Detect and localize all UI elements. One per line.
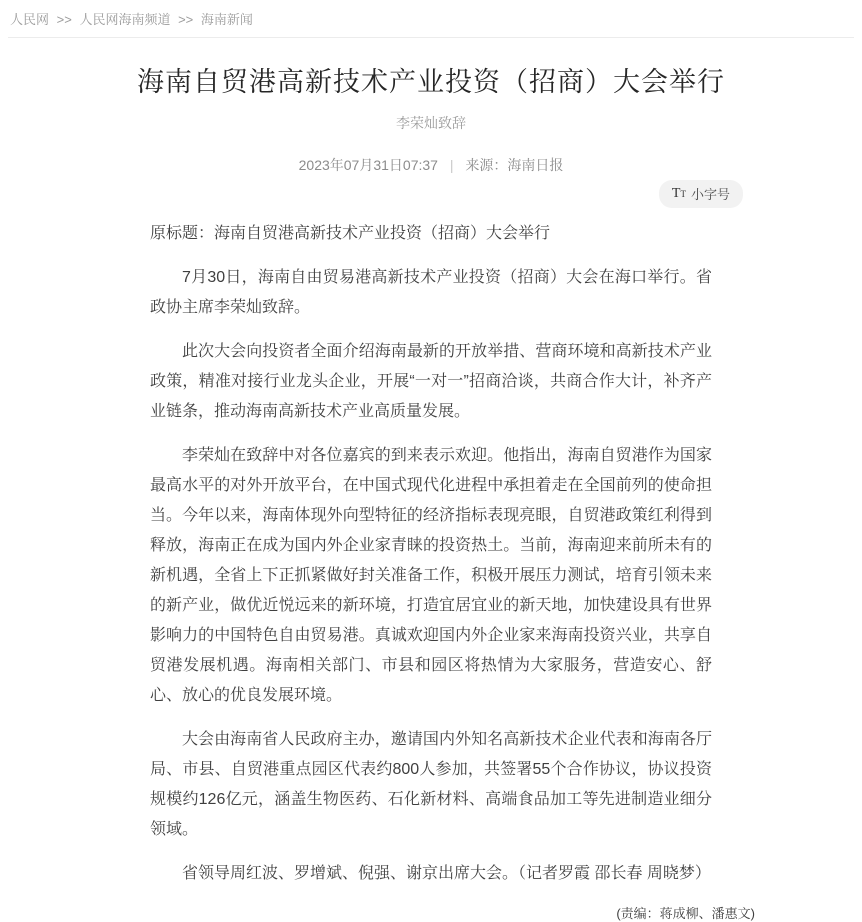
article-paragraph: 大会由海南省人民政府主办，邀请国内外知名高新技术企业代表和海南各厅局、市县、自贸港重点园区代表约800人参加，共签署55个合作协议，协议投资规模约126亿元，涵盖生物医药、石化新材料、高端食品加工等先进制造业细分领域。 [150, 731, 712, 838]
meta-divider: | [449, 157, 454, 173]
font-size-label: 小字号 [690, 187, 730, 202]
article-container [105, 64, 757, 922]
article-subtitle: 李荣灿致辞 [396, 115, 466, 131]
article-paragraph: 7月30日，海南自由贸易港高新技术产业投资（招商）大会在海口举行。省政协主席李荣灿致辞。 [150, 269, 712, 316]
breadcrumb [0, 0, 862, 37]
article-paragraph: 此次大会向投资者全面介绍海南最新的开放举措、营商环境和高新技术产业政策，精准对接行业龙头企业，开展“一对一”招商洽谈，共商合作大计，补齐产业链条，推动海南高新技术产业高质量发展。 [150, 343, 712, 420]
breadcrumb-separator: >> [178, 12, 194, 27]
breadcrumb-link-peoples-daily[interactable]: 人民网 [10, 12, 50, 27]
font-size-button[interactable] [659, 180, 743, 208]
page-title: 海南自贸港高新技术产业投资（招商）大会举行 [137, 67, 725, 97]
article-paragraph: 省领导周红波、罗增斌、倪强、谢京出席大会。（记者罗霞 邵长春 周晓梦） [182, 865, 711, 882]
article-toolbar [105, 180, 757, 206]
breadcrumb-separator: >> [56, 12, 72, 27]
article-paragraph: 李荣灿在致辞中对各位嘉宾的到来表示欢迎。他指出，海南自贸港作为国家最高水平的对外开放平台，在中国式现代化进程中承担着走在全国前列的使命担当。今年以来，海南体现外向型特征的经济指标表现亮眼，自贸港政策红利得到释放，海南正在成为国内外企业家青睐的投资热土。当前，海南迎来前所未有的新机遇，全省上下正抓紧做好封关准备工作，积极开展压力测试，培育引领未来的新产业，做优近悦远来的新环境，打造宜居宜业的新天地，加快建设具有世界影响力的中国特色自由贸易港。真诚欢迎国内外企业家来海南投资兴业，共享自贸港发展机遇。海南相关部门、市县和园区将热情为大家服务，营造安心、舒心、放心的优良发展环境。 [150, 447, 712, 704]
article-meta [105, 155, 757, 175]
original-title-line: 原标题：海南自贸港高新技术产业投资（招商）大会举行 [150, 225, 551, 242]
publish-date: 2023年07月31日07:37 [298, 157, 438, 173]
article-source[interactable]: 来源：海南日报 [465, 157, 564, 173]
breadcrumb-link-hainan-news[interactable]: 海南新闻 [200, 12, 253, 27]
font-size-icon: TT [671, 186, 686, 201]
header-divider [8, 37, 854, 38]
article-body [105, 219, 757, 889]
breadcrumb-link-hainan-channel[interactable]: 人民网海南频道 [79, 12, 171, 27]
editors-note: (责编：蒋成柳、潘惠文) [616, 906, 755, 921]
